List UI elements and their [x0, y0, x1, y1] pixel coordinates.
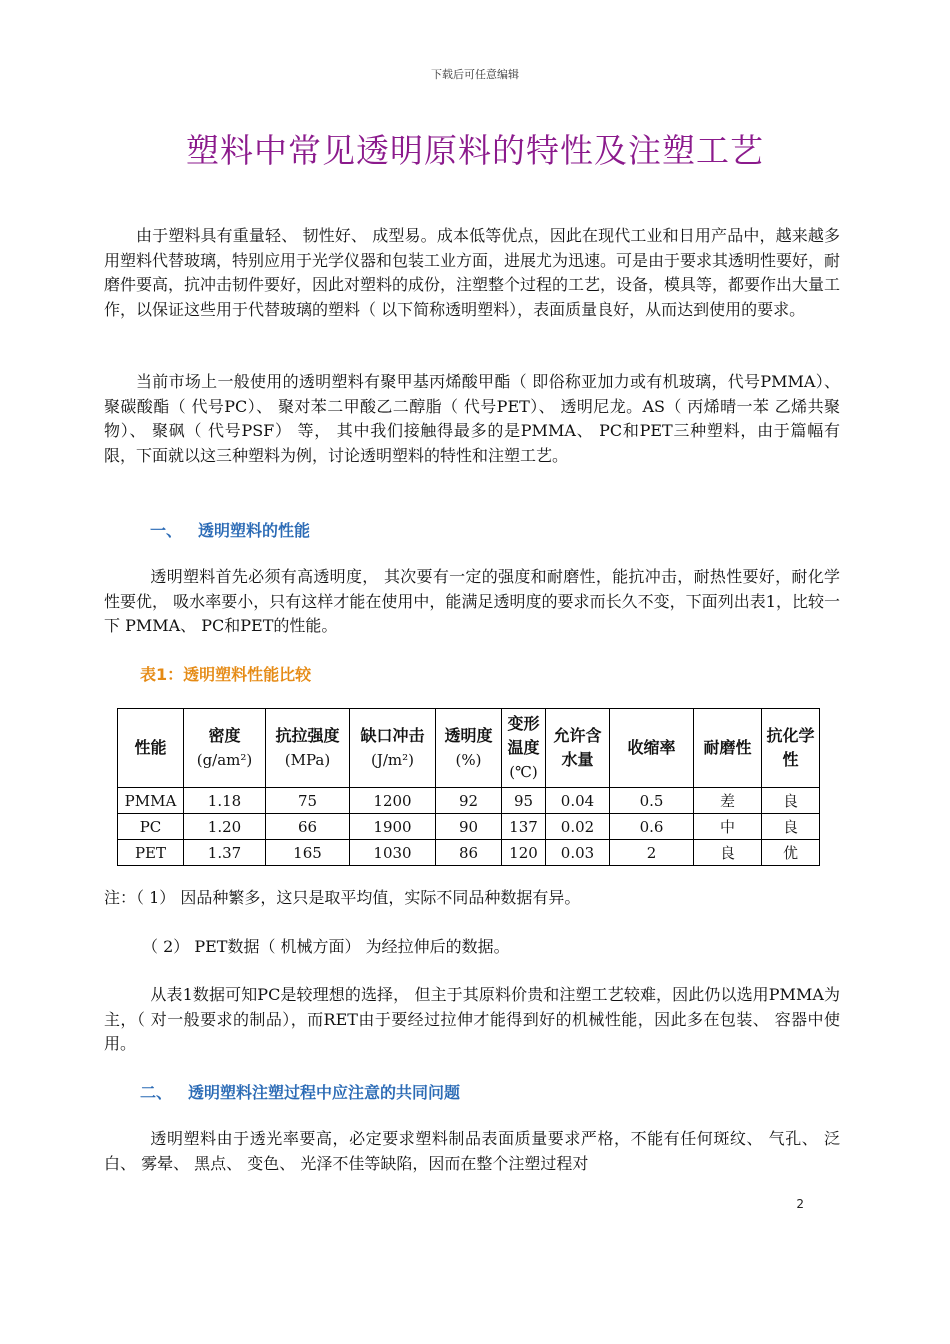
table-cell: 137 [502, 814, 546, 840]
intro-paragraph: 由于塑料具有重量轻、 韧性好、 成型易。成本低等优点，因此在现代工业和日用产品中，越来越多用塑料代替玻璃，特别应用于光学仪器和包装工业方面，进展尤为迅速。可是由于要求其透明性要好，耐磨件要高，抗冲击韧件要好，因此对塑料的成份，注塑整个过程的工艺，设备，模具等，都要作出大量工作，以保证这些用于代替玻璃的塑料（ 以下简称透明塑料），表面质量良好，从而达到使用的要求。 [104, 226, 841, 319]
table-cell: 165 [266, 840, 350, 866]
section-title: 透明塑料注塑过程中应注意的共同问题 [188, 1083, 461, 1102]
properties-table [117, 708, 820, 866]
table-header-row [118, 709, 820, 788]
table-cell: 75 [266, 788, 350, 814]
table-cell: 1.20 [184, 814, 266, 840]
table-cell: 1200 [350, 788, 436, 814]
table-header-cell: 性能 [118, 709, 184, 788]
table-note-2: （ 2） PET数据（ 机械方面） 为经拉伸后的数据。 [142, 937, 510, 956]
table-header-cell: 抗拉强度 (MPa) [266, 709, 350, 788]
section-heading-1 [150, 518, 310, 541]
table-cell: 0.04 [546, 788, 610, 814]
section-number: 二、 [140, 1083, 173, 1102]
table-header-cell: 耐磨性 [694, 709, 762, 788]
table-cell: 1.37 [184, 840, 266, 866]
table-cell: 1.18 [184, 788, 266, 814]
table-cell: 0.03 [546, 840, 610, 866]
table-cell: 差 [694, 788, 762, 814]
table-header-cell: 透明度 (%) [436, 709, 502, 788]
section-number: 一、 [150, 521, 183, 540]
table-cell: 95 [502, 788, 546, 814]
table-header-cell: 缺口冲击 (J/m²) [350, 709, 436, 788]
table-cell: 良 [762, 788, 820, 814]
table-cell: 1030 [350, 840, 436, 866]
table-header-cell: 收缩率 [610, 709, 694, 788]
table-cell: 良 [694, 840, 762, 866]
table-caption: 表1：透明塑料性能比较 [140, 665, 312, 684]
table-cell: 92 [436, 788, 502, 814]
comparison-paragraph: 从表1数据可知PC是较理想的选择， 但主于其原料价贵和注塑工艺较难，因此仍以选用PMMA为主，（ 对一般要求的制品），而RET由于要经过拉伸才能得到好的机械性能，因此多在包装、 容器中使用。 [104, 985, 840, 1053]
table-row [118, 788, 820, 814]
materials-paragraph: 当前市场上一般使用的透明塑料有聚甲基丙烯酸甲酯（ 即俗称亚加力或有机玻璃，代号PMMA）、 聚碳酸酯（ 代号PC）、 聚对苯二甲酸乙二醇脂（ 代号PET）、 透明尼龙。AS（ 丙烯晴一苯 乙烯共聚物）、 聚砜（ 代号PSF） 等， 其中我们接触得最多的是PMMA、 PC和PET三种塑料，由于篇幅有限，下面就以这三种塑料为例，讨论透明塑料的特性和注塑工艺。 [104, 372, 840, 465]
section-title: 透明塑料的性能 [198, 521, 311, 540]
table-header-cell: 允许含水量 [546, 709, 610, 788]
table-note-1: 注：（ 1） 因品种繁多，这只是取平均值，实际不同品种数据有异。 [104, 888, 581, 907]
table-cell: 良 [762, 814, 820, 840]
table-cell: 0.5 [610, 788, 694, 814]
document-title: 塑料中常见透明原料的特性及注塑工艺 [186, 131, 764, 170]
properties-paragraph: 透明塑料首先必须有高透明度， 其次要有一定的强度和耐磨性，能抗冲击，耐热性要好，耐化学性要优， 吸水率要小，只有这样才能在使用中，能满足透明度的要求而长久不变，下面列出表1，比较一下 PMMA、 PC和PET的性能。 [104, 567, 840, 635]
molding-paragraph: 透明塑料由于透光率要高，必定要求塑料制品表面质量要求严格，不能有任何斑纹、 气孔、 泛白、 雾晕、 黑点、 变色、 光泽不佳等缺陷，因而在整个注塑过程对 [104, 1129, 840, 1173]
table-cell: 0.02 [546, 814, 610, 840]
table-cell: 1900 [350, 814, 436, 840]
table-row [118, 814, 820, 840]
table-cell: 中 [694, 814, 762, 840]
table-cell: PMMA [118, 788, 184, 814]
page-number: 2 [796, 1197, 804, 1211]
table-cell: 66 [266, 814, 350, 840]
table-row [118, 840, 820, 866]
table-cell: 0.6 [610, 814, 694, 840]
table-header-cell: 变形温度 (℃) [502, 709, 546, 788]
table-cell: 优 [762, 840, 820, 866]
table-cell: 2 [610, 840, 694, 866]
table-header-cell: 抗化学性 [762, 709, 820, 788]
table-cell: 120 [502, 840, 546, 866]
header-note: 下载后可任意编辑 [431, 68, 519, 81]
table-cell: 86 [436, 840, 502, 866]
table-cell: PC [118, 814, 184, 840]
table-header-cell: 密度 (g/am²) [184, 709, 266, 788]
section-heading-2 [140, 1080, 460, 1103]
table-cell: PET [118, 840, 184, 866]
table-cell: 90 [436, 814, 502, 840]
